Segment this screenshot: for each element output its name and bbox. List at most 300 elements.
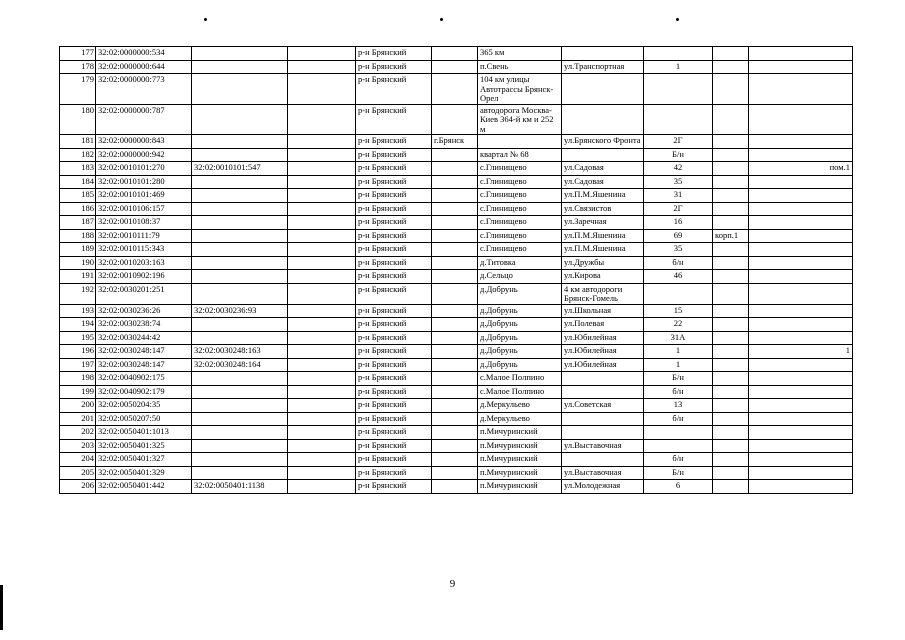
cell-house: [644, 283, 713, 304]
cell-region: р-н Брянский: [356, 304, 432, 318]
table-row: [60, 47, 853, 61]
cell-n: 183: [60, 162, 96, 176]
cell-city: [432, 480, 478, 494]
cell-street: ул.Молодежная: [562, 480, 644, 494]
cell-region: р-н Брянский: [356, 283, 432, 304]
cell-c3: [288, 283, 356, 304]
cell-cad: 32:02:0010203:163: [96, 256, 192, 270]
cell-cad2: [192, 399, 288, 413]
cell-place: с.Глинищево: [478, 243, 562, 257]
cell-c3: [288, 385, 356, 399]
cell-korp: [713, 202, 749, 216]
cell-cad: 32:02:0050401:329: [96, 466, 192, 480]
cell-place: п.Мичуринский: [478, 453, 562, 467]
cell-city: [432, 243, 478, 257]
cell-place: квартал № 68: [478, 148, 562, 162]
cell-region: р-н Брянский: [356, 243, 432, 257]
cell-c3: [288, 358, 356, 372]
cell-n: 205: [60, 466, 96, 480]
cell-korp: [713, 318, 749, 332]
cell-c3: [288, 453, 356, 467]
cell-region: р-н Брянский: [356, 453, 432, 467]
cell-ext: [749, 60, 853, 74]
cell-house: б/н: [644, 412, 713, 426]
cell-street: ул.Брянского Фронта: [562, 135, 644, 149]
cell-house: 1: [644, 358, 713, 372]
cell-house: 13: [644, 399, 713, 413]
cell-c3: [288, 216, 356, 230]
cell-street: [562, 74, 644, 105]
cell-n: 181: [60, 135, 96, 149]
cell-cad: 32:02:0030236:26: [96, 304, 192, 318]
cell-house: 42: [644, 162, 713, 176]
cell-region: р-н Брянский: [356, 331, 432, 345]
cell-cad2: [192, 256, 288, 270]
cell-ext: [749, 385, 853, 399]
cell-ext: 1: [749, 345, 853, 359]
cell-cad: 32:02:0000000:843: [96, 135, 192, 149]
cell-n: 204: [60, 453, 96, 467]
cell-cad2: [192, 148, 288, 162]
cell-house: 35: [644, 243, 713, 257]
cell-street: [562, 426, 644, 440]
property-table: [59, 46, 853, 494]
cell-cad: 32:02:0050207:50: [96, 412, 192, 426]
cell-n: 200: [60, 399, 96, 413]
table-row: [60, 466, 853, 480]
cell-korp: [713, 162, 749, 176]
cell-cad: 32:02:0050401:327: [96, 453, 192, 467]
cell-korp: корп.1: [713, 229, 749, 243]
cell-n: 182: [60, 148, 96, 162]
cell-street: ул.Связистов: [562, 202, 644, 216]
cell-ext: [749, 243, 853, 257]
scan-dot-center: [440, 18, 443, 21]
cell-place: д.Добрунь: [478, 358, 562, 372]
cell-street: ул.Юбилейная: [562, 345, 644, 359]
scan-dot-left: [204, 18, 207, 21]
cell-c3: [288, 202, 356, 216]
cell-c3: [288, 480, 356, 494]
cell-city: [432, 385, 478, 399]
cell-korp: [713, 189, 749, 203]
cell-korp: [713, 74, 749, 105]
cell-cad: 32:02:0050401:442: [96, 480, 192, 494]
cell-n: 193: [60, 304, 96, 318]
cell-house: 69: [644, 229, 713, 243]
cell-n: 199: [60, 385, 96, 399]
cell-place: с.Глинищево: [478, 162, 562, 176]
table-row: [60, 256, 853, 270]
cell-ext: [749, 426, 853, 440]
cell-c3: [288, 243, 356, 257]
cell-ext: [749, 256, 853, 270]
cell-house: 16: [644, 216, 713, 230]
cell-ext: [749, 399, 853, 413]
cell-cad: 32:02:0010115:343: [96, 243, 192, 257]
cell-ext: [749, 439, 853, 453]
cell-city: [432, 216, 478, 230]
cell-region: р-н Брянский: [356, 439, 432, 453]
cell-n: 192: [60, 283, 96, 304]
cell-ext: [749, 283, 853, 304]
table-row: [60, 345, 853, 359]
cell-ext: [749, 304, 853, 318]
cell-city: [432, 412, 478, 426]
cell-ext: [749, 202, 853, 216]
cell-ext: [749, 216, 853, 230]
cell-ext: [749, 175, 853, 189]
cell-place: д.Титовка: [478, 256, 562, 270]
cell-street: ул.Садовая: [562, 175, 644, 189]
cell-korp: [713, 453, 749, 467]
cell-korp: [713, 304, 749, 318]
table-row: [60, 426, 853, 440]
cell-street: ул.П.М.Яшенина: [562, 243, 644, 257]
cell-street: ул.Выставочная: [562, 466, 644, 480]
cell-c3: [288, 412, 356, 426]
cell-city: [432, 270, 478, 284]
cell-n: 198: [60, 372, 96, 386]
cell-cad2: 32:02:0030248:164: [192, 358, 288, 372]
cell-region: р-н Брянский: [356, 47, 432, 61]
cell-ext: пом.1: [749, 162, 853, 176]
cell-house: Б/н: [644, 466, 713, 480]
cell-cad2: [192, 189, 288, 203]
cell-house: б/н: [644, 256, 713, 270]
cell-ext: [749, 466, 853, 480]
cell-korp: [713, 358, 749, 372]
cell-n: 202: [60, 426, 96, 440]
table-row: [60, 439, 853, 453]
cell-cad2: [192, 216, 288, 230]
cell-cad: 32:02:0010101:280: [96, 175, 192, 189]
cell-c3: [288, 399, 356, 413]
cell-c3: [288, 148, 356, 162]
cell-city: [432, 202, 478, 216]
cell-korp: [713, 399, 749, 413]
cell-city: [432, 60, 478, 74]
cell-region: р-н Брянский: [356, 104, 432, 135]
cell-n: 178: [60, 60, 96, 74]
cell-house: Б/н: [644, 372, 713, 386]
cell-n: 201: [60, 412, 96, 426]
cell-n: 184: [60, 175, 96, 189]
cell-cad: 32:02:0010902:196: [96, 270, 192, 284]
cell-korp: [713, 47, 749, 61]
cell-n: 189: [60, 243, 96, 257]
cell-c3: [288, 60, 356, 74]
cell-korp: [713, 412, 749, 426]
table-row: [60, 331, 853, 345]
cell-street: [562, 104, 644, 135]
cell-city: [432, 466, 478, 480]
cell-cad2: 32:02:0030236:93: [192, 304, 288, 318]
cell-street: 4 км автодороги Брянск-Гомель: [562, 283, 644, 304]
cell-cad2: [192, 104, 288, 135]
cell-city: [432, 175, 478, 189]
cell-c3: [288, 372, 356, 386]
cell-korp: [713, 426, 749, 440]
cell-ext: [749, 47, 853, 61]
cell-n: 186: [60, 202, 96, 216]
cell-c3: [288, 104, 356, 135]
cell-cad: 32:02:0000000:942: [96, 148, 192, 162]
cell-street: ул.Полевая: [562, 318, 644, 332]
cell-region: р-н Брянский: [356, 60, 432, 74]
cell-korp: [713, 216, 749, 230]
cell-region: р-н Брянский: [356, 189, 432, 203]
cell-region: р-н Брянский: [356, 318, 432, 332]
cell-house: б/н: [644, 385, 713, 399]
cell-house: 1: [644, 60, 713, 74]
cell-cad2: [192, 385, 288, 399]
table-body: [60, 47, 853, 494]
cell-cad2: [192, 372, 288, 386]
cell-c3: [288, 270, 356, 284]
cell-place: д.Сельцо: [478, 270, 562, 284]
cell-city: [432, 318, 478, 332]
cell-korp: [713, 372, 749, 386]
cell-street: ул.Дружбы: [562, 256, 644, 270]
scan-dot-right: [676, 18, 679, 21]
cell-cad: 32:02:0010106:157: [96, 202, 192, 216]
cell-ext: [749, 148, 853, 162]
cell-n: 191: [60, 270, 96, 284]
table-row: [60, 175, 853, 189]
cell-city: [432, 372, 478, 386]
cell-ext: [749, 74, 853, 105]
cell-region: р-н Брянский: [356, 426, 432, 440]
cell-cad: 32:02:0050401:325: [96, 439, 192, 453]
cell-korp: [713, 60, 749, 74]
cell-n: 179: [60, 74, 96, 105]
cell-cad2: [192, 135, 288, 149]
cell-place: д.Добрунь: [478, 283, 562, 304]
cell-cad2: [192, 60, 288, 74]
cell-city: [432, 426, 478, 440]
cell-cad2: 32:02:0010101:547: [192, 162, 288, 176]
scan-edge-line: [0, 585, 3, 630]
cell-street: ул.П.М.Яшенина: [562, 229, 644, 243]
table-row: [60, 229, 853, 243]
cell-n: 177: [60, 47, 96, 61]
cell-ext: [749, 135, 853, 149]
cell-cad2: [192, 426, 288, 440]
cell-cad2: [192, 412, 288, 426]
cell-place: 365 км: [478, 47, 562, 61]
cell-place: д.Добрунь: [478, 331, 562, 345]
cell-cad2: 32:02:0030248:163: [192, 345, 288, 359]
cell-house: 35: [644, 175, 713, 189]
cell-street: [562, 372, 644, 386]
cell-city: [432, 189, 478, 203]
table-row: [60, 104, 853, 135]
cell-n: 190: [60, 256, 96, 270]
cell-house: 6: [644, 480, 713, 494]
cell-region: р-н Брянский: [356, 466, 432, 480]
cell-cad: 32:02:0030248:147: [96, 358, 192, 372]
cell-cad: 32:02:0030201:251: [96, 283, 192, 304]
table-row: [60, 135, 853, 149]
cell-house: 31: [644, 189, 713, 203]
cell-house: 15: [644, 304, 713, 318]
cell-city: [432, 162, 478, 176]
cell-street: ул.Транспортная: [562, 60, 644, 74]
cell-cad: 32:02:0050204:35: [96, 399, 192, 413]
table-row: [60, 318, 853, 332]
cell-korp: [713, 104, 749, 135]
cell-ext: [749, 480, 853, 494]
cell-street: ул.Кирова: [562, 270, 644, 284]
cell-n: 206: [60, 480, 96, 494]
cell-cad2: [192, 47, 288, 61]
cell-cad2: [192, 439, 288, 453]
cell-cad2: [192, 453, 288, 467]
cell-city: [432, 256, 478, 270]
cell-cad2: [192, 202, 288, 216]
cell-n: 194: [60, 318, 96, 332]
cell-ext: [749, 412, 853, 426]
cell-cad2: [192, 331, 288, 345]
cell-c3: [288, 135, 356, 149]
cell-n: 196: [60, 345, 96, 359]
cell-korp: [713, 256, 749, 270]
cell-ext: [749, 453, 853, 467]
cell-place: автодорога Москва-Киев 364-й км и 252 м: [478, 104, 562, 135]
table-row: [60, 283, 853, 304]
cell-city: [432, 439, 478, 453]
table-row: [60, 202, 853, 216]
cell-place: [478, 135, 562, 149]
cell-cad: 32:02:0040902:175: [96, 372, 192, 386]
cell-korp: [713, 439, 749, 453]
cell-region: р-н Брянский: [356, 399, 432, 413]
cell-place: д.Меркульево: [478, 412, 562, 426]
cell-region: р-н Брянский: [356, 202, 432, 216]
cell-korp: [713, 466, 749, 480]
cell-city: г.Брянск: [432, 135, 478, 149]
cell-place: п.Мичуринский: [478, 480, 562, 494]
cell-cad2: [192, 283, 288, 304]
cell-region: р-н Брянский: [356, 270, 432, 284]
cell-place: с.Глинищево: [478, 202, 562, 216]
cell-place: п.Свень: [478, 60, 562, 74]
cell-cad2: [192, 270, 288, 284]
cell-city: [432, 331, 478, 345]
cell-ext: [749, 372, 853, 386]
cell-cad2: [192, 74, 288, 105]
cell-region: р-н Брянский: [356, 385, 432, 399]
table-row: [60, 74, 853, 105]
cell-city: [432, 229, 478, 243]
cell-cad2: [192, 229, 288, 243]
cell-region: р-н Брянский: [356, 358, 432, 372]
cell-cad: 32:02:0010101:270: [96, 162, 192, 176]
cell-c3: [288, 304, 356, 318]
cell-cad2: [192, 466, 288, 480]
cell-c3: [288, 345, 356, 359]
cell-city: [432, 453, 478, 467]
cell-region: р-н Брянский: [356, 372, 432, 386]
cell-region: р-н Брянский: [356, 216, 432, 230]
table-row: [60, 60, 853, 74]
cell-korp: [713, 243, 749, 257]
cell-street: ул.Советская: [562, 399, 644, 413]
cell-ext: [749, 104, 853, 135]
cell-c3: [288, 318, 356, 332]
cell-region: р-н Брянский: [356, 74, 432, 105]
cell-c3: [288, 189, 356, 203]
cell-cad: 32:02:0000000:644: [96, 60, 192, 74]
cell-street: [562, 453, 644, 467]
cell-cad: 32:02:0010108:37: [96, 216, 192, 230]
cell-city: [432, 47, 478, 61]
cell-place: с.Глинищево: [478, 175, 562, 189]
cell-c3: [288, 175, 356, 189]
table-row: [60, 162, 853, 176]
cell-house: [644, 74, 713, 105]
table-row: [60, 216, 853, 230]
cell-cad2: [192, 243, 288, 257]
cell-n: 187: [60, 216, 96, 230]
cell-place: д.Меркульево: [478, 399, 562, 413]
cell-cad2: 32:02:0050401:1138: [192, 480, 288, 494]
cell-city: [432, 358, 478, 372]
cell-street: ул.Юбилейная: [562, 358, 644, 372]
cell-region: р-н Брянский: [356, 345, 432, 359]
cell-place: п.Мичуринский: [478, 466, 562, 480]
cell-place: с.Глинищево: [478, 216, 562, 230]
cell-korp: [713, 283, 749, 304]
cell-house: [644, 426, 713, 440]
cell-korp: [713, 135, 749, 149]
cell-house: 22: [644, 318, 713, 332]
cell-street: [562, 148, 644, 162]
cell-region: р-н Брянский: [356, 135, 432, 149]
cell-cad: 32:02:0030244:42: [96, 331, 192, 345]
cell-c3: [288, 256, 356, 270]
cell-house: [644, 104, 713, 135]
cell-c3: [288, 426, 356, 440]
cell-place: д.Добрунь: [478, 304, 562, 318]
cell-region: р-н Брянский: [356, 229, 432, 243]
cell-korp: [713, 270, 749, 284]
cell-cad2: [192, 318, 288, 332]
cell-city: [432, 399, 478, 413]
cell-c3: [288, 439, 356, 453]
cell-house: 2Г: [644, 202, 713, 216]
cell-street: ул.П.М.Яшенина: [562, 189, 644, 203]
cell-place: п.Мичуринский: [478, 426, 562, 440]
cell-cad2: [192, 175, 288, 189]
table-row: [60, 453, 853, 467]
cell-cad: 32:02:0010111:79: [96, 229, 192, 243]
cell-house: б/н: [644, 453, 713, 467]
cell-place: с.Глинищево: [478, 229, 562, 243]
cell-city: [432, 283, 478, 304]
cell-street: ул.Садовая: [562, 162, 644, 176]
cell-ext: [749, 318, 853, 332]
cell-cad: 32:02:0010101:469: [96, 189, 192, 203]
cell-house: [644, 47, 713, 61]
cell-cad: 32:02:0040902:179: [96, 385, 192, 399]
cell-street: ул.Заречная: [562, 216, 644, 230]
cell-region: р-н Брянский: [356, 256, 432, 270]
cell-city: [432, 148, 478, 162]
table-row: [60, 412, 853, 426]
cell-street: [562, 47, 644, 61]
